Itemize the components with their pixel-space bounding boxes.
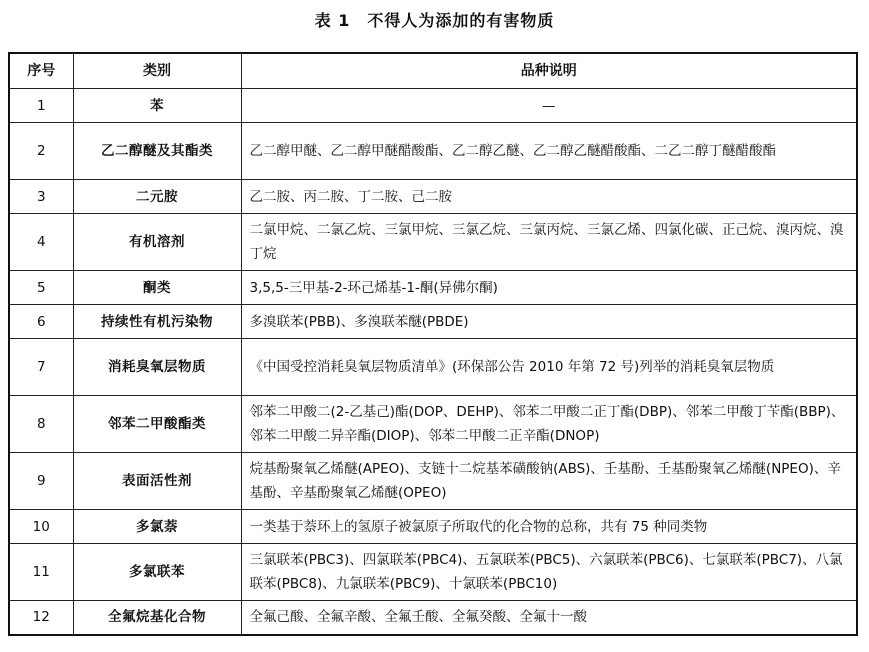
row-desc: 乙二胺、丙二胺、丁二胺、己二胺 [241,180,857,214]
row-no: 10 [9,510,73,544]
table-row [9,453,857,510]
table-row [9,271,857,305]
row-desc: 多溴联苯(PBB)、多溴联苯醚(PBDE) [241,305,857,339]
row-category: 表面活性剂 [73,453,241,510]
row-desc: 《中国受控消耗臭氧层物质清单》(环保部公告 2010 年第 72 号)列举的消耗臭氧层物质 [241,339,857,396]
row-no: 12 [9,601,73,635]
table-row [9,510,857,544]
table-row [9,89,857,123]
row-no: 5 [9,271,73,305]
row-no: 8 [9,396,73,453]
row-desc: 烷基酚聚氧乙烯醚(APEO)、支链十二烷基苯磺酸钠(ABS)、壬基酚、壬基酚聚氧乙烯醚(NPEO)、辛基酚、辛基酚聚氧乙烯醚(OPEO) [241,453,857,510]
table-row [9,601,857,635]
row-no: 2 [9,123,73,180]
table-row [9,180,857,214]
table-row [9,339,857,396]
table-row [9,305,857,339]
table-row [9,123,857,180]
row-category: 邻苯二甲酸酯类 [73,396,241,453]
row-no: 6 [9,305,73,339]
row-desc: 全氟己酸、全氟辛酸、全氟壬酸、全氟癸酸、全氟十一酸 [241,601,857,635]
table-header-row [9,53,857,89]
header-desc: 品种说明 [241,53,857,89]
hazardous-substances-table [8,52,858,636]
row-desc: 3,5,5-三甲基-2-环己烯基-1-酮(异佛尔酮) [241,271,857,305]
table-row [9,214,857,271]
row-no: 1 [9,89,73,123]
table-row [9,396,857,453]
row-desc: 邻苯二甲酸二(2-乙基己)酯(DOP、DEHP)、邻苯二甲酸二正丁酯(DBP)、邻苯二甲酸丁苄酯(BBP)、邻苯二甲酸二异辛酯(DIOP)、邻苯二甲酸二正辛酯(DNOP) [241,396,857,453]
row-no: 9 [9,453,73,510]
row-no: 7 [9,339,73,396]
row-category: 苯 [73,89,241,123]
row-no: 4 [9,214,73,271]
row-no: 3 [9,180,73,214]
row-no: 11 [9,544,73,601]
row-category: 多氯萘 [73,510,241,544]
row-category: 消耗臭氧层物质 [73,339,241,396]
row-category: 乙二醇醚及其酯类 [73,123,241,180]
table-row [9,544,857,601]
row-category: 有机溶剂 [73,214,241,271]
row-desc: 一类基于萘环上的氢原子被氯原子所取代的化合物的总称，共有 75 种同类物 [241,510,857,544]
row-desc: 乙二醇甲醚、乙二醇甲醚醋酸酯、乙二醇乙醚、乙二醇乙醚醋酸酯、二乙二醇丁醚醋酸酯 [241,123,857,180]
row-category: 全氟烷基化合物 [73,601,241,635]
header-category: 类别 [73,53,241,89]
row-desc: 三氯联苯(PBC3)、四氯联苯(PBC4)、五氯联苯(PBC5)、六氯联苯(PBC6)、七氯联苯(PBC7)、八氯联苯(PBC8)、九氯联苯(PBC9)、十氯联苯(PBC10) [241,544,857,601]
header-no: 序号 [9,53,73,89]
table-title: 表 1 不得人为添加的有害物质 [314,11,555,30]
row-desc: — [241,89,857,123]
row-desc: 二氯甲烷、二氯乙烷、三氯甲烷、三氯乙烷、三氯丙烷、三氯乙烯、四氯化碳、正己烷、溴丙烷、溴丁烷 [241,214,857,271]
row-category: 持续性有机污染物 [73,305,241,339]
row-category: 二元胺 [73,180,241,214]
row-category: 酮类 [73,271,241,305]
row-category: 多氯联苯 [73,544,241,601]
